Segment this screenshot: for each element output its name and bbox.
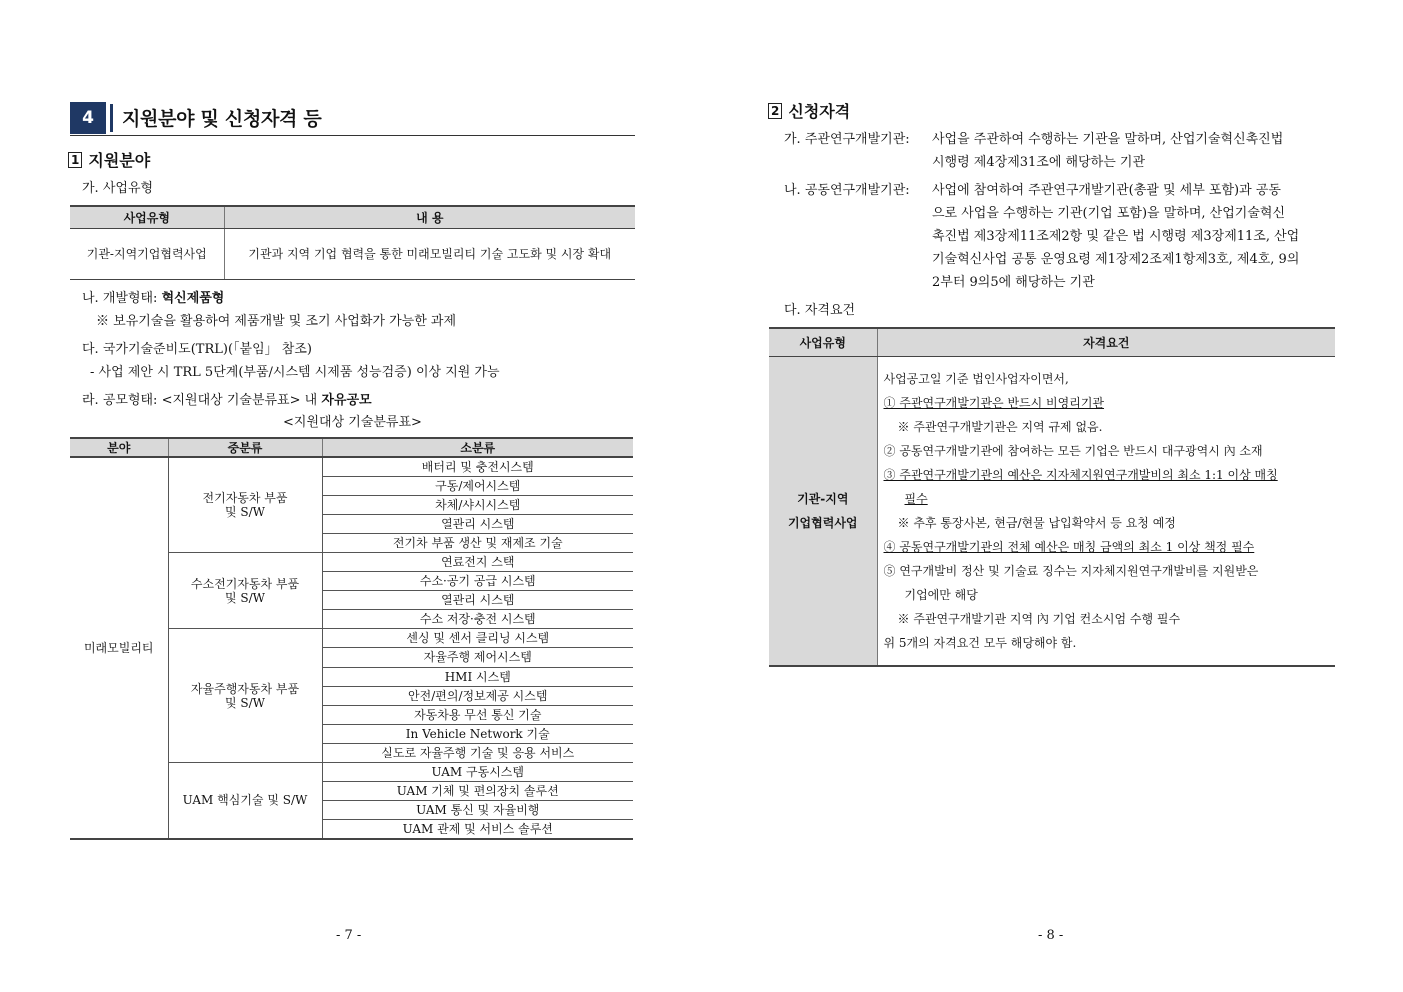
table-caption: <지원대상 기술분류표> <box>283 415 422 430</box>
sub-category-cell: 연료전지 스택 <box>322 552 633 571</box>
subsection-title: 지원분야 <box>88 151 151 170</box>
req-3-note: ※ 추후 통장사본, 현금/현물 납입확약서 등 요청 예정 <box>897 515 1176 530</box>
sub-category-cell: 자율주행 제어시스템 <box>322 648 633 667</box>
mid-category-cell: 전기자동차 부품 및 S/W <box>168 457 322 552</box>
item-call-type <box>82 392 372 410</box>
category-table <box>70 437 633 840</box>
table-row <box>70 228 635 279</box>
item-joint-org-text: 기술혁신사업 공통 운영요령 제1장제2조제1항제3호, 제4호, 9의 <box>932 252 1300 267</box>
right-page <box>700 0 1403 992</box>
req-intro: 사업공고일 기준 법인사업자이면서, <box>883 371 1069 386</box>
sub-category-cell: 수소·공기 공급 시스템 <box>322 572 633 591</box>
table-header-row <box>70 206 635 228</box>
item-value: 자유공모 <box>321 393 372 408</box>
table-cell: 기관과 지역 기업 협력을 통한 미래모빌리티 기술 고도화 및 시장 확대 <box>224 228 635 279</box>
table-header-cell: 내 용 <box>224 206 635 228</box>
item-joint-org-text: 2부터 9의5에 해당하는 기관 <box>932 275 1095 290</box>
subsection-support-field <box>68 148 150 171</box>
sub-category-cell: 배터리 및 충전시스템 <box>322 457 633 476</box>
item-joint-org-text: 촉진법 제3장제11조제2항 및 같은 법 시행령 제3장제11조, 산업 <box>932 229 1300 244</box>
table-header-cell: 분야 <box>70 438 168 457</box>
req-5-cont: 기업에만 해당 <box>904 587 978 602</box>
req-5-note: ※ 주관연구개발기관 지역 內 기업 컨소시엄 수행 필수 <box>897 611 1181 626</box>
sub-category-cell: In Vehicle Network 기술 <box>322 724 633 743</box>
mid-category-cell: UAM 핵심기술 및 S/W <box>168 763 322 839</box>
sub-category-cell: UAM 구동시스템 <box>322 763 633 782</box>
req-closing: 위 5개의 자격요건 모두 해당해야 함. <box>883 635 1077 650</box>
req-1: ① 주관연구개발기관은 반드시 비영리기관 <box>883 395 1105 410</box>
sub-category-cell: 자동차용 무선 통신 기술 <box>322 705 633 724</box>
section-number-badge: 4 <box>70 102 106 134</box>
table-cell: 기관-지역기업협력사업 <box>70 228 224 279</box>
item-joint-org-text: 사업에 참여하여 주관연구개발기관(총괄 및 세부 포함)과 공동 <box>932 183 1281 198</box>
note-trl: - 사업 제안 시 TRL 5단계(부품/시스템 시제품 성능검증) 이상 지원 가능 <box>90 365 500 380</box>
table-row <box>769 356 1335 666</box>
table-header-cell: 소분류 <box>322 438 633 457</box>
item-label: 나. 개발형태: <box>82 291 162 306</box>
sub-category-cell: 열관리 시스템 <box>322 514 633 533</box>
note-development-type: ※ 보유기술을 활용하여 제품개발 및 조기 사업화가 가능한 과제 <box>96 314 457 329</box>
sub-category-cell: UAM 관제 및 서비스 솔루션 <box>322 820 633 839</box>
item-lead-org-text: 시행령 제4장제31조에 해당하는 기관 <box>932 155 1146 170</box>
sub-category-cell: UAM 기체 및 편의장치 솔루션 <box>322 782 633 801</box>
subsection-number: 1 <box>68 152 82 168</box>
req-1-note: ※ 주관연구개발기관은 지역 규제 없음. <box>897 419 1103 434</box>
req-2: ② 공동연구개발기관에 참여하는 모든 기업은 반드시 대구광역시 內 소재 <box>883 443 1263 458</box>
business-type-cell: 기관-지역 기업협력사업 <box>769 356 877 666</box>
subsection-number: 2 <box>768 103 782 119</box>
item-lead-org-text: 사업을 주관하여 수행하는 기관을 말하며, 산업기술혁신촉진법 <box>932 132 1284 147</box>
sub-category-cell: 구동/제어시스템 <box>322 476 633 495</box>
sub-category-cell: 안전/편의/정보제공 시스템 <box>322 686 633 705</box>
sub-category-cell: 열관리 시스템 <box>322 591 633 610</box>
item-requirements: 다. 자격요건 <box>784 303 856 318</box>
sub-category-cell: UAM 통신 및 자율비행 <box>322 801 633 820</box>
item-label: 라. 공모형태: <지원대상 기술분류표> 내 <box>82 393 322 408</box>
sub-category-cell: HMI 시스템 <box>322 667 633 686</box>
sub-category-cell: 차체/샤시시스템 <box>322 495 633 514</box>
req-3-cont: 필수 <box>904 491 928 506</box>
item-development-type <box>82 290 224 308</box>
sub-category-cell: 센싱 및 센서 클리닝 시스템 <box>322 629 633 648</box>
sub-category-cell: 전기차 부품 생산 및 재제조 기술 <box>322 533 633 552</box>
left-page <box>0 0 700 992</box>
table-header-row <box>70 438 633 457</box>
page-number: - 7 - <box>336 928 362 943</box>
item-lead-org-label: 가. 주관연구개발기관: <box>784 132 910 147</box>
req-4: ④ 공동연구개발기관의 전체 예산은 매칭 금액의 최소 1 이상 책정 필수 <box>883 539 1255 554</box>
table-header-cell: 중분류 <box>168 438 322 457</box>
req-5: ⑤ 연구개발비 정산 및 기술료 징수는 지자체지원연구개발비를 지원받은 <box>883 563 1259 578</box>
page-number: - 8 - <box>1038 928 1064 943</box>
qualification-table <box>769 327 1335 667</box>
field-cell: 미래모빌리티 <box>70 457 168 839</box>
table-header-row <box>769 328 1335 356</box>
section-divider-bar <box>110 104 113 132</box>
item-business-type: 가. 사업유형 <box>82 181 154 196</box>
table-header-cell: 사업유형 <box>70 206 224 228</box>
requirements-cell <box>877 356 1335 666</box>
sub-category-cell: 수소 저장·충전 시스템 <box>322 610 633 629</box>
subsection-title: 신청자격 <box>788 102 851 121</box>
item-trl: 다. 국가기술준비도(TRL)(「붙임」 참조) <box>82 342 312 357</box>
table-header-cell: 자격요건 <box>877 328 1335 356</box>
sub-category-cell: 실도로 자율주행 기술 및 응용 서비스 <box>322 743 633 762</box>
req-3: ③ 주관연구개발기관의 예산은 지자체지원연구개발비의 최소 1:1 이상 매칭 <box>883 467 1278 482</box>
business-type-table <box>70 205 635 280</box>
item-joint-org-text: 으로 사업을 수행하는 기관(기업 포함)을 말하며, 산업기술혁신 <box>932 206 1286 221</box>
item-value: 혁신제품형 <box>161 291 225 306</box>
section-title: 지원분야 및 신청자격 등 <box>122 108 322 130</box>
mid-category-cell: 자율주행자동차 부품 및 S/W <box>168 629 322 763</box>
mid-category-cell: 수소전기자동차 부품 및 S/W <box>168 552 322 628</box>
item-joint-org-label: 나. 공동연구개발기관: <box>784 183 910 198</box>
section-header <box>70 102 635 136</box>
table-row <box>70 457 633 476</box>
subsection-eligibility <box>768 99 850 122</box>
table-header-cell: 사업유형 <box>769 328 877 356</box>
